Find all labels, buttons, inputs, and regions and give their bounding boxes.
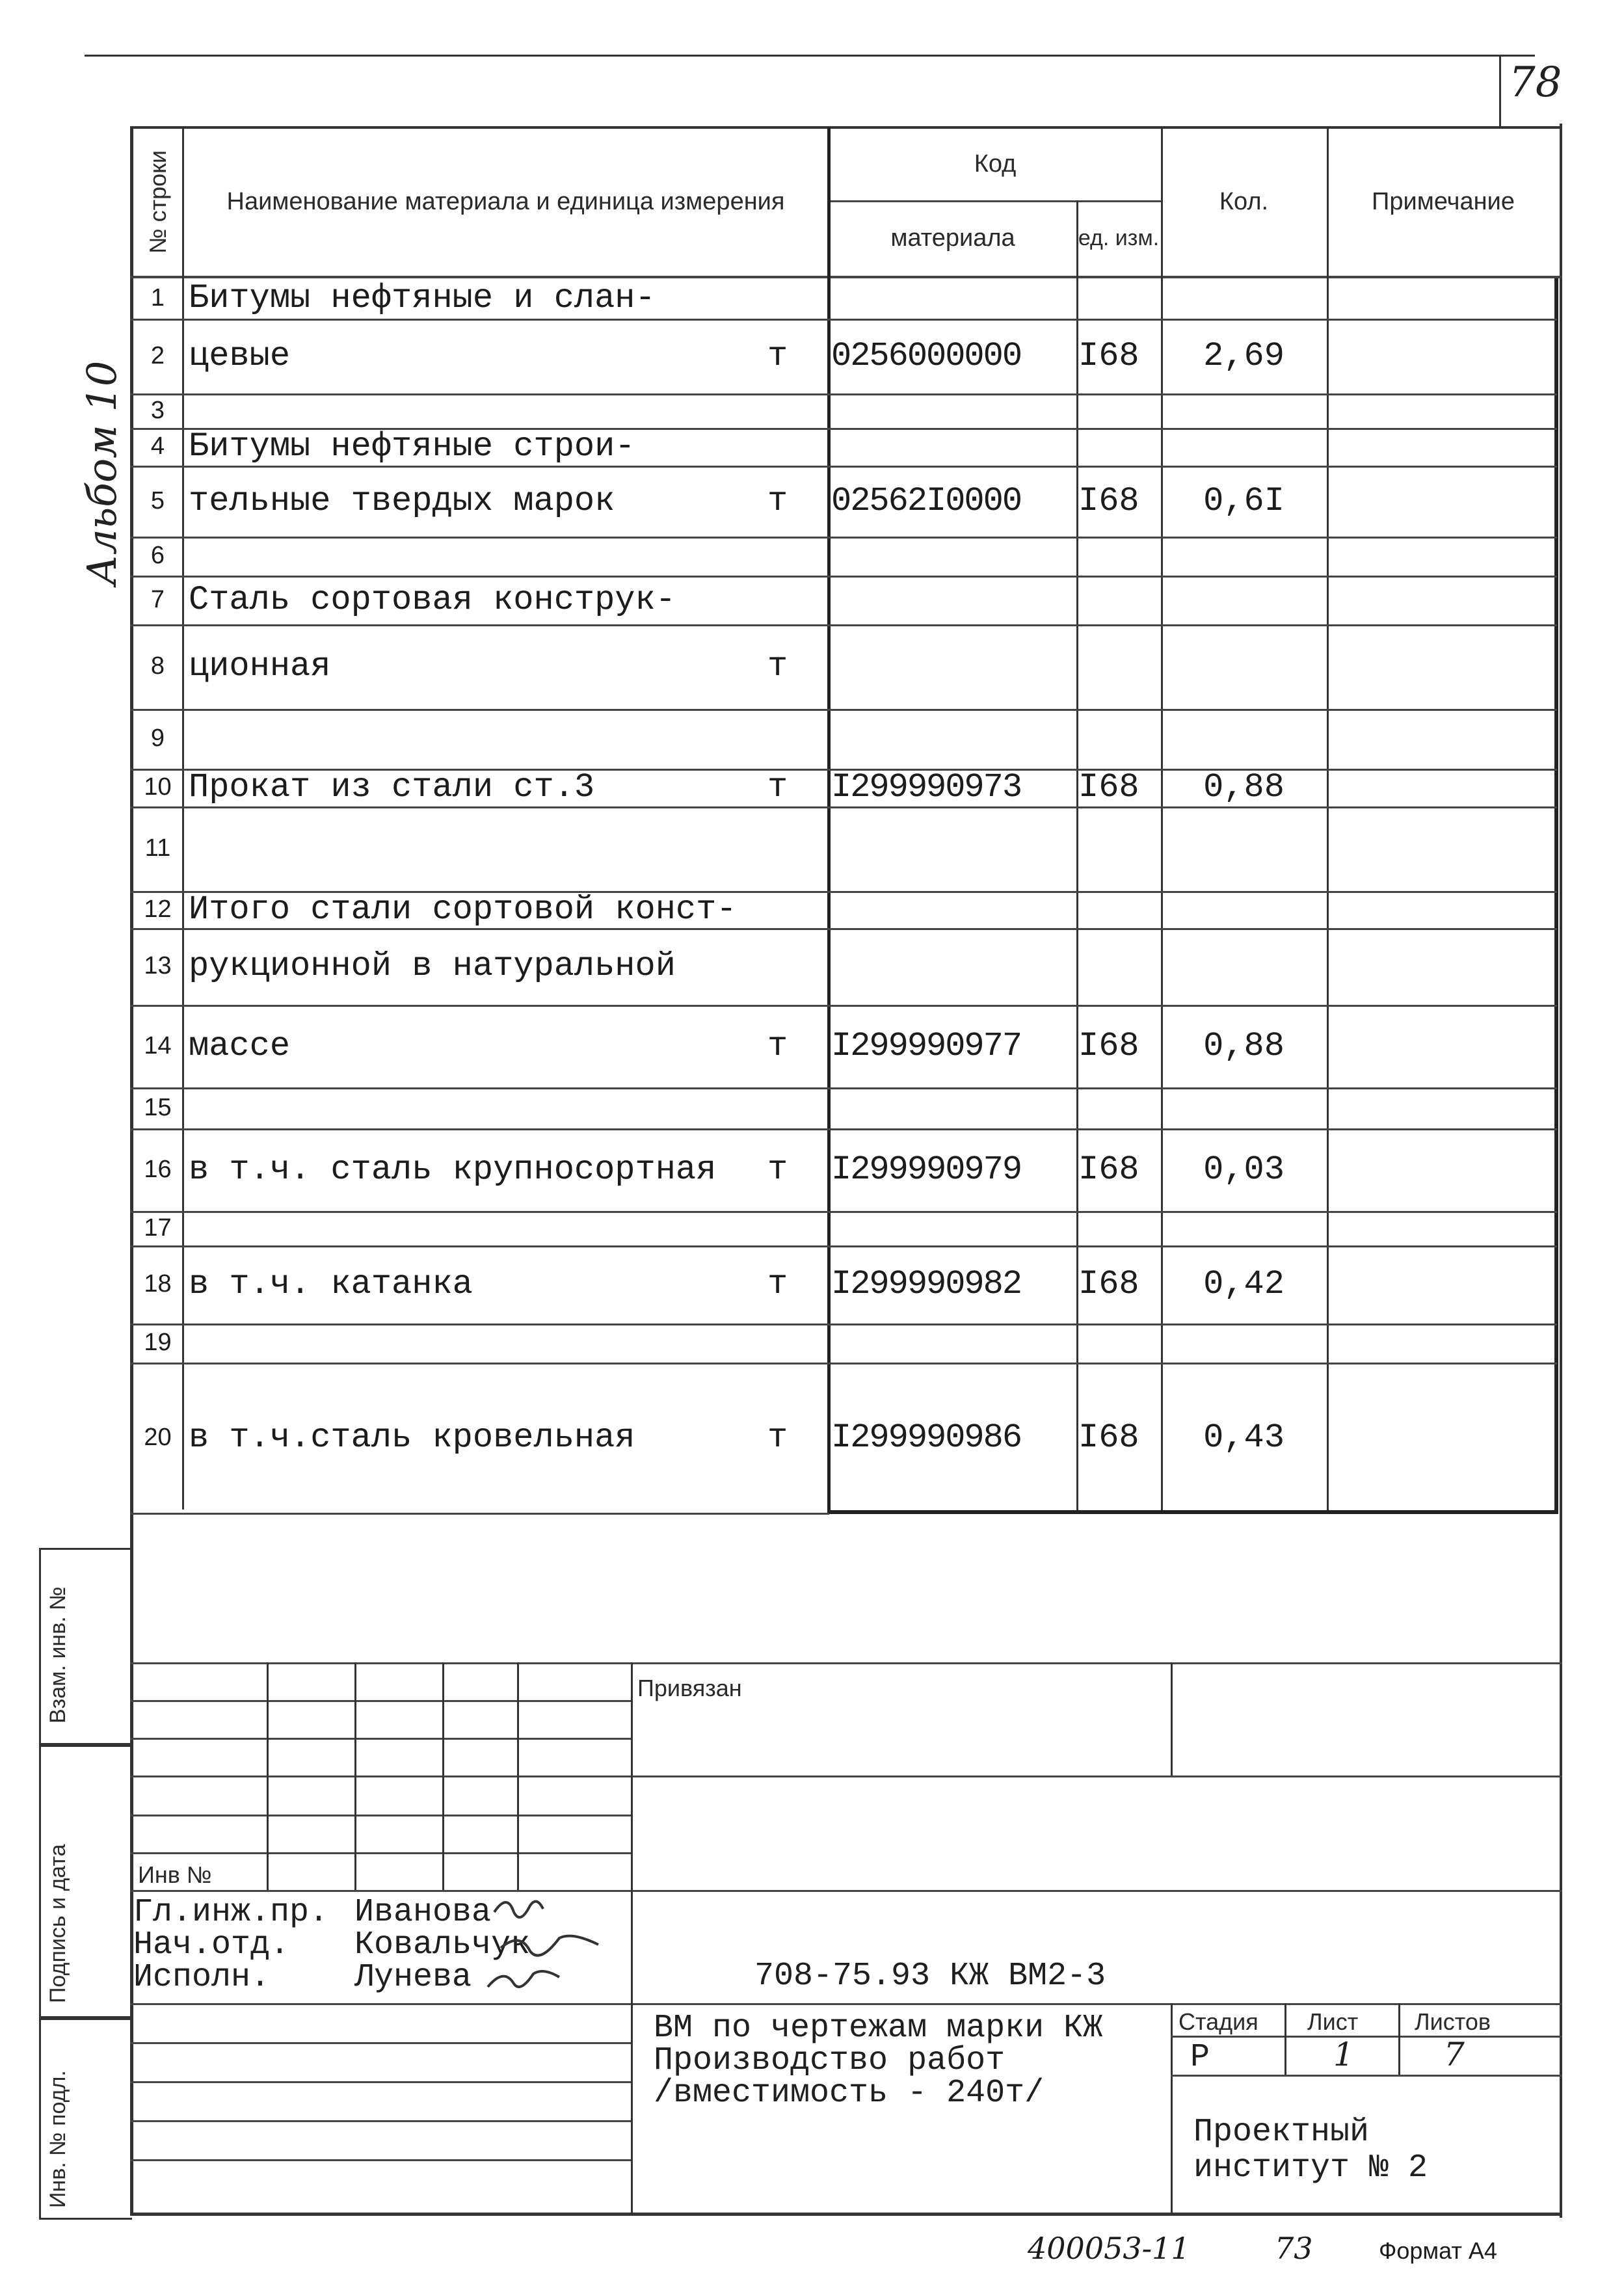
- tb-line-3: [130, 1776, 1562, 1777]
- album-note: Альбом 10: [78, 360, 126, 585]
- header-quantity: Кол.: [1219, 187, 1269, 215]
- row-unit-code: I68: [1078, 1265, 1139, 1303]
- tb-line-7: [130, 2003, 1562, 2005]
- tb-vline-stage: [1171, 2003, 1173, 2215]
- archive-number-suffix: 73: [1275, 2231, 1313, 2266]
- tb-line-1: [130, 1700, 631, 1702]
- col-line-unit: [1076, 200, 1078, 1513]
- archive-number: 400053-11: [1028, 2231, 1190, 2266]
- row-number: 13: [144, 952, 172, 979]
- row-number: 6: [150, 542, 165, 569]
- row-material-name: Прокат из стали ст.3: [189, 768, 595, 806]
- tb-line-2: [130, 1738, 631, 1740]
- row-number: 1: [150, 284, 165, 312]
- row-number: 18: [144, 1270, 172, 1297]
- row-number: 11: [144, 834, 171, 862]
- row-unit: т: [767, 1418, 788, 1457]
- table-bottom-line: [130, 1513, 829, 1515]
- row-number: 15: [144, 1093, 172, 1121]
- row-number: 10: [144, 773, 172, 801]
- tb-desc-line-3: /вместимость - 240т/: [654, 2075, 1045, 2112]
- row-separator: [130, 1128, 1557, 1130]
- row-number: 9: [150, 725, 165, 752]
- tb-vline-4: [517, 1662, 519, 1890]
- header-code: Код: [974, 150, 1017, 178]
- row-quantity: 0,43: [1203, 1418, 1285, 1457]
- row-unit-code: I68: [1078, 336, 1139, 375]
- tb-vline-attached: [1171, 1662, 1173, 1776]
- tb-doc-code: 708-75.93 КЖ ВМ2-3: [754, 1958, 1106, 1995]
- row-material-name: Битумы нефтяные строи-: [189, 427, 635, 466]
- tb-stage-value-line: [1171, 2075, 1562, 2077]
- tb-desc-line-2: Производство работ: [654, 2042, 1005, 2079]
- tb-attached: Привязан: [637, 1675, 742, 1701]
- tb-sheets-value: 7: [1444, 2036, 1465, 2073]
- row-material-name: цевые: [189, 336, 291, 375]
- format-label: Формат А4: [1379, 2237, 1497, 2264]
- row-separator: [130, 537, 1557, 539]
- stamp-swap-inv-label: Взам. инв. №: [46, 1586, 70, 1723]
- row-material-code: I299990979: [831, 1150, 1022, 1189]
- row-number: 20: [144, 1423, 172, 1451]
- row-number: 19: [144, 1329, 172, 1356]
- tb-line-11: [130, 2159, 631, 2161]
- row-unit: т: [767, 1265, 788, 1303]
- page-number: 78: [1509, 59, 1562, 107]
- signature-marks: [481, 1886, 637, 2003]
- row-separator: [130, 1363, 1557, 1364]
- row-unit: т: [767, 768, 788, 806]
- page-number-divider: [1499, 55, 1501, 126]
- row-number: 12: [144, 895, 172, 923]
- row-unit: т: [767, 1150, 788, 1189]
- col-line-right-bold: [1554, 278, 1558, 1513]
- row-separator: [130, 319, 1557, 321]
- row-number: 3: [150, 396, 165, 424]
- row-material-name: в т.ч.сталь кровельная: [189, 1418, 635, 1457]
- header-row-number-label: № строки: [144, 150, 172, 254]
- header-bottom-line: [130, 276, 1562, 278]
- header-row-number: [133, 129, 182, 275]
- col-line-qty: [1161, 127, 1163, 1513]
- row-material-code: 0256000000: [831, 336, 1022, 375]
- header-note: Примечание: [1372, 187, 1515, 215]
- tb-sheet-label: Лист: [1307, 2008, 1359, 2035]
- row-unit-code: I68: [1078, 1418, 1139, 1457]
- tb-line-8: [130, 2042, 631, 2044]
- row-number: 5: [150, 486, 165, 514]
- row-quantity: 0,42: [1203, 1265, 1285, 1303]
- col-line-note: [1327, 127, 1329, 1513]
- row-material-code: I299990986: [831, 1418, 1022, 1457]
- row-material-code: I299990973: [831, 768, 1022, 806]
- tb-stage-header-line: [1171, 2036, 1562, 2038]
- row-quantity: 2,69: [1203, 336, 1285, 375]
- row-material-name: рукционной в натуральной: [189, 947, 676, 985]
- tb-staff-name-1: Иванова: [354, 1894, 492, 1931]
- tb-stage-value: Р: [1190, 2039, 1210, 2076]
- row-separator: [130, 709, 1557, 711]
- row-quantity: 0,6I: [1203, 481, 1285, 520]
- tb-sheet-value: 1: [1333, 2036, 1354, 2073]
- header-unit-code: ед. изм.: [1078, 225, 1160, 250]
- row-separator: [130, 466, 1557, 468]
- tb-top-line: [130, 1662, 1562, 1664]
- tb-sheets-label: Листов: [1415, 2008, 1491, 2035]
- stamp-inv-orig-label: Инв. № подл.: [46, 2070, 70, 2208]
- row-unit: т: [767, 647, 788, 685]
- header-name: Наименование материала и единица измерения: [226, 187, 785, 215]
- frame-right: [1560, 124, 1562, 2218]
- frame-bottom: [130, 2213, 1562, 2216]
- tb-org-line-1: Проектный: [1193, 2114, 1370, 2151]
- row-number: 16: [144, 1155, 172, 1183]
- tb-staff-name-3: Лунева: [354, 1959, 472, 1996]
- tb-inv-no: Инв №: [138, 1861, 212, 1888]
- row-unit-code: I68: [1078, 481, 1139, 520]
- row-material-name: Сталь сортовая конструк-: [189, 580, 676, 619]
- row-material-name: в т.ч. сталь крупносортная: [189, 1150, 717, 1189]
- row-number: 8: [150, 652, 165, 680]
- row-number: 2: [150, 341, 165, 369]
- row-separator: [130, 1211, 1557, 1213]
- table-bottom-bold-line: [827, 1510, 1558, 1514]
- row-separator: [130, 1245, 1557, 1247]
- col-line-code: [827, 127, 831, 1513]
- row-material-name: тельные твердых марок: [189, 481, 615, 520]
- tb-vline-1: [267, 1662, 269, 1890]
- row-quantity: 0,88: [1203, 1026, 1285, 1065]
- tb-vline-2: [354, 1662, 356, 1890]
- stamp-sign-date-label: Подпись и дата: [46, 1844, 70, 2003]
- row-number: 7: [150, 585, 165, 613]
- tb-line-5: [130, 1852, 631, 1854]
- row-material-name: Итого стали сортовой конст-: [189, 890, 737, 929]
- row-material-name: в т.ч. катанка: [189, 1265, 473, 1303]
- row-quantity: 0,88: [1203, 768, 1285, 806]
- tb-staff-role-3: Исполн.: [133, 1959, 271, 1996]
- row-unit-code: I68: [1078, 1150, 1139, 1189]
- tb-staff-role-1: Гл.инж.пр.: [133, 1894, 329, 1931]
- row-number: 14: [144, 1031, 172, 1059]
- header-code-split-line: [829, 200, 1161, 202]
- header-material-code: материала: [890, 224, 1015, 252]
- row-material-code: I299990982: [831, 1265, 1022, 1303]
- row-separator: [130, 1087, 1557, 1089]
- row-material-code: I299990977: [831, 1026, 1022, 1065]
- row-material-name: Битумы нефтяные и слан-: [189, 279, 656, 317]
- tb-vline-3: [442, 1662, 444, 1890]
- row-separator: [130, 1005, 1557, 1007]
- tb-vline-sheets: [1398, 2003, 1400, 2075]
- top-rule: [85, 55, 1535, 57]
- tb-vline-sheet: [1285, 2003, 1286, 2075]
- row-unit-code: I68: [1078, 768, 1139, 806]
- tb-staff-name-2: Ковальчук: [354, 1926, 531, 1963]
- row-unit: т: [767, 481, 788, 520]
- tb-staff-role-2: Нач.отд.: [133, 1926, 290, 1963]
- row-separator: [130, 393, 1557, 395]
- row-unit: т: [767, 336, 788, 375]
- tb-line-10: [130, 2120, 631, 2122]
- row-quantity: 0,03: [1203, 1150, 1285, 1189]
- row-material-code: 02562I0000: [831, 481, 1022, 520]
- tb-line-4: [130, 1815, 631, 1816]
- row-number: 4: [150, 432, 165, 460]
- tb-org-line-2: институт № 2: [1193, 2149, 1428, 2187]
- row-unit: т: [767, 1026, 788, 1065]
- col-line-rownum: [182, 127, 184, 1510]
- row-separator: [130, 806, 1557, 808]
- row-separator: [130, 624, 1557, 626]
- tb-line-9: [130, 2081, 631, 2083]
- row-material-name: массе: [189, 1026, 291, 1065]
- row-separator: [130, 576, 1557, 578]
- tb-line-6: [130, 1890, 1562, 1892]
- tb-stage-label: Стадия: [1178, 2008, 1258, 2035]
- row-number: 17: [144, 1214, 172, 1242]
- row-unit-code: I68: [1078, 1026, 1139, 1065]
- tb-desc-line-1: ВМ по чертежам марки КЖ: [654, 2010, 1103, 2047]
- row-material-name: ционная: [189, 647, 331, 685]
- row-separator: [130, 1324, 1557, 1325]
